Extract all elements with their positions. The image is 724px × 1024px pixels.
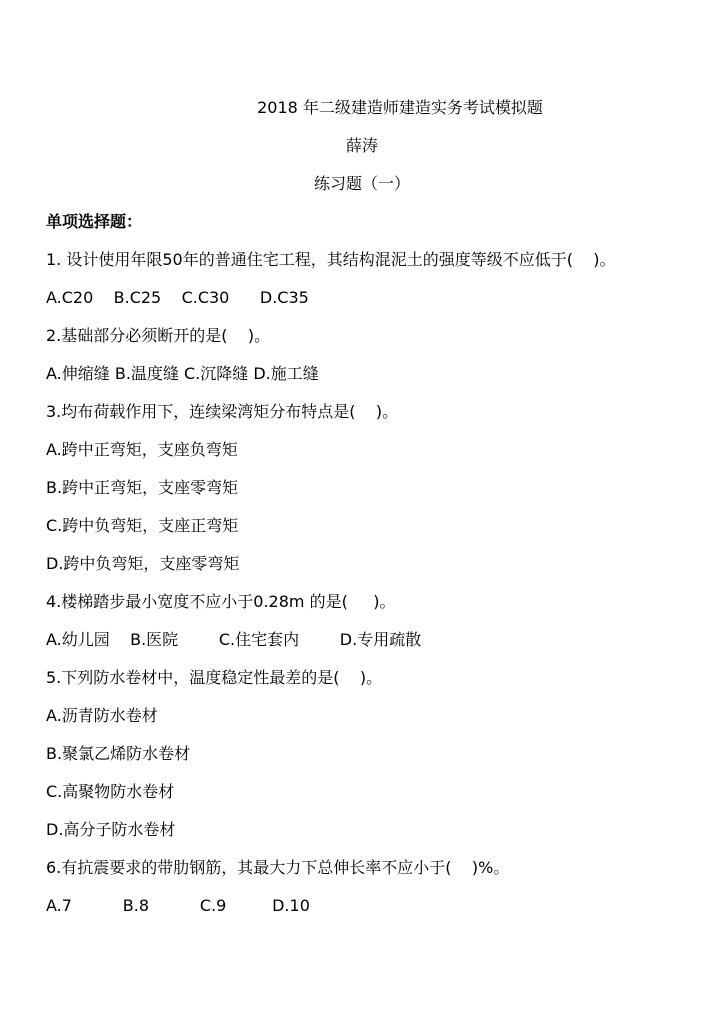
question-5-option-a: A.沥青防水卷材 [46, 706, 158, 725]
question-2-options: A.伸缩缝 B.温度缝 C.沉降缝 D.施工缝 [46, 364, 319, 383]
exercise-subtitle: 练习题（一） [313, 174, 410, 193]
question-1: 1. 设计使用年限50年的普通住宅工程，其结构混泥土的强度等级不应低于( )。 [46, 250, 616, 269]
question-3-option-a: A.跨中正弯矩，支座负弯矩 [46, 440, 238, 459]
document-title: 2018 年二级建造师建造实务考试模拟题 [257, 98, 543, 117]
question-4-options: A.幼儿园 B.医院 C.住宅套内 D.专用疏散 [46, 630, 422, 649]
question-6: 6.有抗震要求的带肋钢筋，其最大力下总伸长率不应小于( )%。 [46, 858, 510, 877]
question-6-options: A.7 B.8 C.9 D.10 [46, 896, 310, 915]
question-4: 4.楼梯踏步最小宽度不应小于0.28m 的是( )。 [46, 592, 396, 611]
question-5-option-b: B.聚氯乙烯防水卷材 [46, 744, 191, 763]
question-3: 3.均布荷载作用下，连续梁湾矩分布特点是( )。 [46, 402, 399, 421]
question-5-option-c: C.高聚物防水卷材 [46, 782, 175, 801]
question-3-option-d: D.跨中负弯矩，支座零弯矩 [46, 554, 240, 573]
question-2: 2.基础部分必须断开的是( )。 [46, 326, 271, 345]
section-heading: 单项选择题： [46, 212, 143, 231]
question-3-option-c: C.跨中负弯矩，支座正弯矩 [46, 516, 239, 535]
question-3-option-b: B.跨中正弯矩，支座零弯矩 [46, 478, 239, 497]
question-5-option-d: D.高分子防水卷材 [46, 820, 176, 839]
author-name: 薛涛 [345, 136, 378, 155]
question-1-options: A.C20 B.C25 C.C30 D.C35 [46, 288, 309, 307]
question-5: 5.下列防水卷材中，温度稳定性最差的是( )。 [46, 668, 383, 687]
